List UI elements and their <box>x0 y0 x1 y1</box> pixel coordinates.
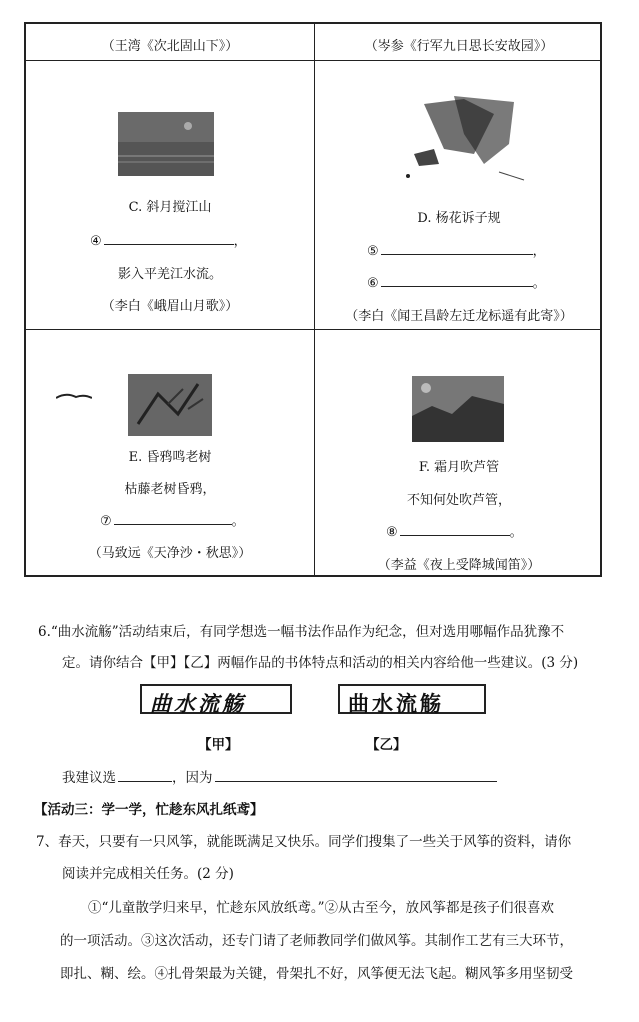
withered-tree-crow-illustration <box>128 374 212 436</box>
blank-line-8: ⑧ 。 <box>386 525 523 540</box>
blank-line-4: ④ ， <box>90 234 247 249</box>
blank-line-7: ⑦ 。 <box>100 514 245 529</box>
cell-c-source: （李白《峨眉山月歌》） <box>101 299 239 314</box>
cell-d-source: （李白《闻王昌龄左迁龙标遥有此寄》） <box>345 309 573 324</box>
answer-choice-blank[interactable] <box>118 769 172 782</box>
q7-passage-line-1: ①“儿童散学归来早，忙趁东风放纸鸢。”②从古至今，放风筝都是孩子们很喜欢 <box>88 900 555 916</box>
cell-e-source: （马致远《天净沙・秋思》） <box>88 546 252 561</box>
q7-passage-line-2: 的一项活动。③这次活动，还专门请了老师教同学们做风筝。其制作工艺有三大环节， <box>60 933 573 949</box>
activity-3-heading: 【活动三：学一学，忙趁东风扎纸鸢】 <box>34 802 264 818</box>
blank-line-5: ⑤ ， <box>367 244 546 259</box>
blank-line-6: ⑥ 。 <box>367 276 546 291</box>
q6-line-2: 定。请你结合【甲】【乙】两幅作品的书体特点和活动的相关内容给他一些建议。(3 分) <box>62 655 579 671</box>
q7-line-2: 阅读并完成相关任务。(2 分) <box>62 866 234 882</box>
table-vertical-divider <box>314 24 315 575</box>
answer-blank-4[interactable] <box>104 232 234 245</box>
cell-f-source: （李益《夜上受降城闻笛》） <box>377 558 541 573</box>
moonlit-river-illustration <box>118 112 214 176</box>
q7-line-1: 7、春天，只要有一只风筝，就能既满足又快乐。同学们搜集了一些关于风筝的资料，请你 <box>36 834 572 850</box>
answer-blank-6[interactable] <box>381 274 533 287</box>
poem-table <box>24 22 602 577</box>
q6-answer-line: 我建议选 ，因为 <box>62 766 497 786</box>
crow-mark <box>56 392 92 402</box>
source-wangwan: （王湾《次北固山下》） <box>101 39 239 54</box>
cell-f-title: F. 霜月吹芦管 <box>418 460 500 475</box>
table-divider-1 <box>26 60 600 61</box>
cell-f-before-line: 不知何处吹芦管， <box>406 493 512 508</box>
cell-e-before-line: 枯藤老树昏鸦， <box>124 482 216 497</box>
cell-e-title: E. 昏鸦鸣老树 <box>128 450 212 465</box>
table-divider-2 <box>26 329 600 330</box>
willow-cuckoo-illustration <box>404 94 526 184</box>
label-yi: 【乙】 <box>366 737 407 753</box>
source-censhen: （岑参《行军九日思长安故园》） <box>364 39 554 54</box>
frosty-moon-city-illustration <box>412 376 504 442</box>
answer-blank-7[interactable] <box>114 512 232 525</box>
answer-blank-8[interactable] <box>400 523 510 536</box>
cell-d-title: D. 杨花诉子规 <box>417 211 501 226</box>
q6-line-1: 6.“曲水流觞”活动结束后，有同学想选一幅书法作品作为纪念，但对选用哪幅作品犹豫不 <box>38 624 565 640</box>
calligraphy-b: 曲水流觞 <box>338 684 486 714</box>
answer-blank-5[interactable] <box>381 242 533 255</box>
cell-c-after-line: 影入平羌江水流。 <box>117 267 223 282</box>
q7-passage-line-3: 即扎、糊、绘。④扎骨架最为关键，骨架扎不好，风筝便无法飞起。糊风筝多用坚韧受 <box>60 966 573 982</box>
answer-reason-blank[interactable] <box>215 769 497 782</box>
cell-c-title: C. 斜月搅江山 <box>128 200 212 215</box>
calligraphy-a: 曲水流觞 <box>140 684 292 714</box>
label-jia: 【甲】 <box>198 737 239 753</box>
